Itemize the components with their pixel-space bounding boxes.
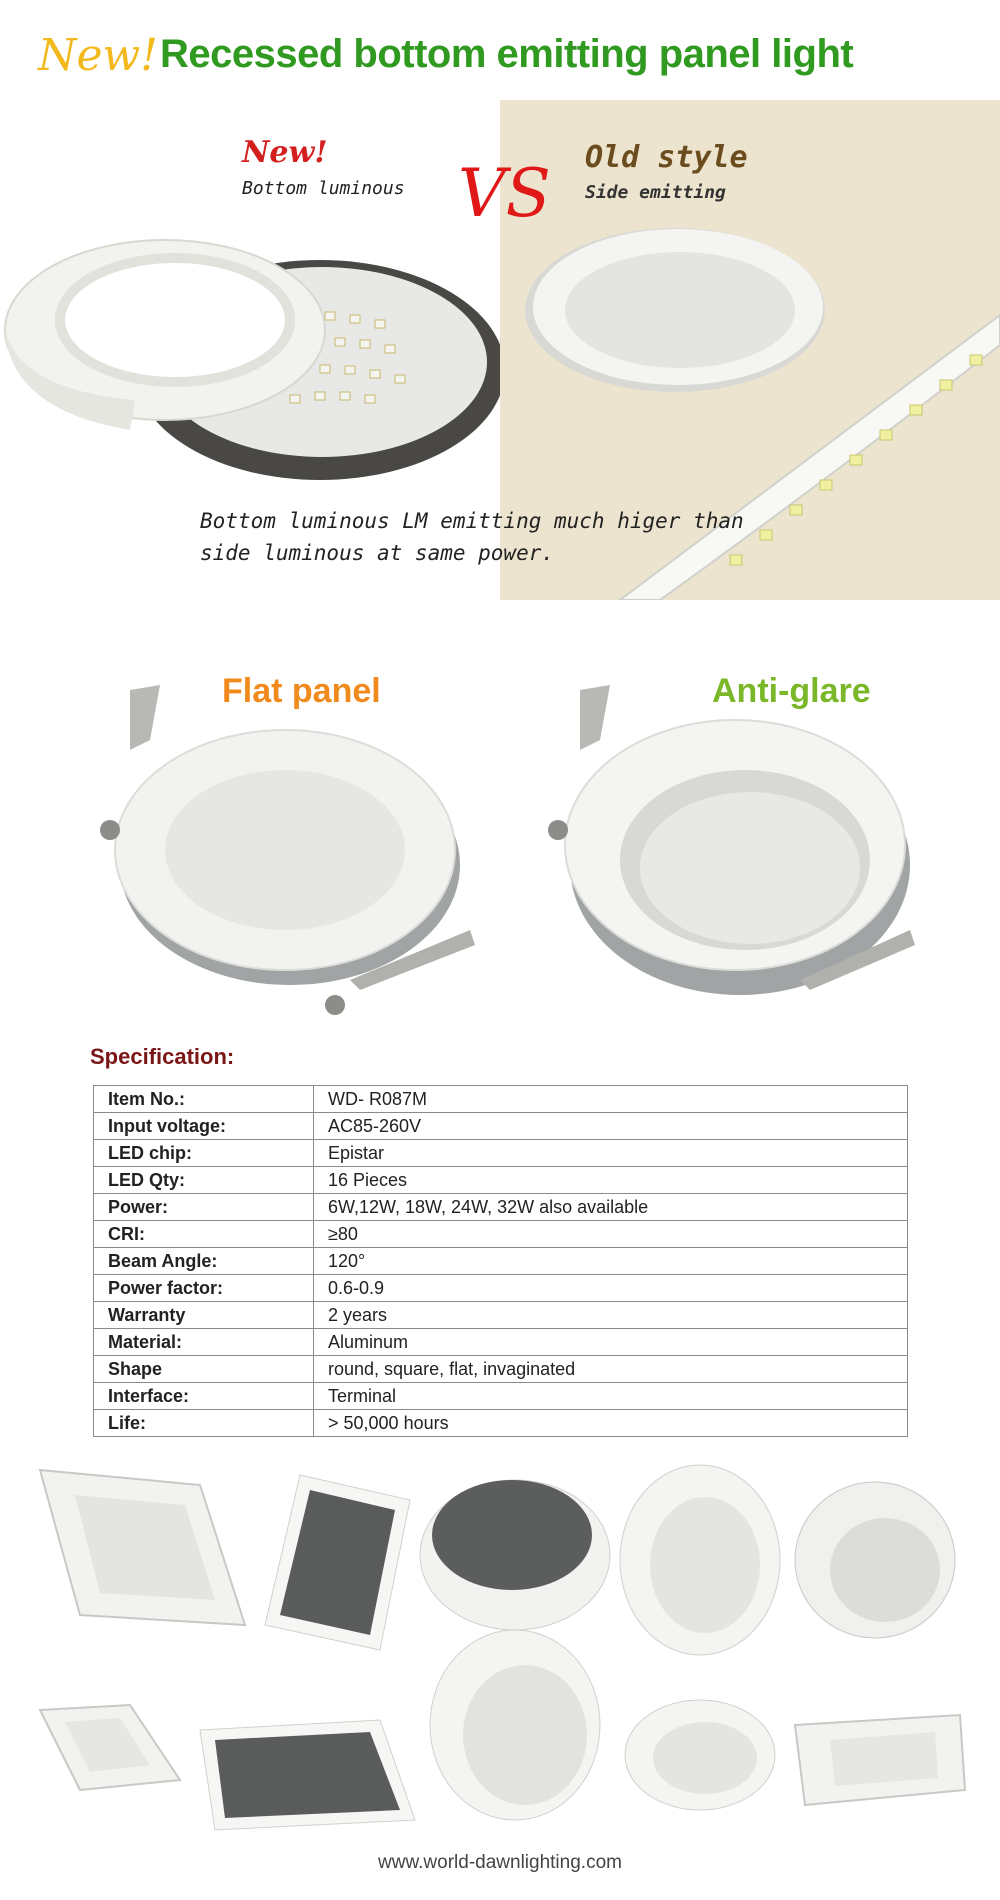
spec-row (94, 1302, 908, 1329)
comparison-old-subtitle: Side emitting (585, 182, 726, 203)
spec-value: Aluminum (314, 1329, 908, 1356)
spec-label: Power: (94, 1194, 314, 1221)
comparison-new-label: New! (242, 135, 328, 170)
spec-row (94, 1194, 908, 1221)
anti-glare-label: Anti-glare (712, 672, 871, 710)
gallery-square-back (265, 1475, 410, 1650)
gallery-square-panel (40, 1470, 245, 1625)
comparison-old-label: Old style (585, 140, 748, 175)
spec-row (94, 1248, 908, 1275)
spec-value: 2 years (314, 1302, 908, 1329)
spec-label: Interface: (94, 1383, 314, 1410)
gallery-round-small (625, 1700, 775, 1810)
spec-value: AC85-260V (314, 1113, 908, 1140)
comparison-caption-line2: side luminous at same power. (200, 541, 555, 565)
spec-row (94, 1167, 908, 1194)
gallery-round-large (430, 1630, 600, 1820)
spec-row (94, 1140, 908, 1167)
gallery-square-recessed (40, 1705, 180, 1790)
spec-label: Material: (94, 1329, 314, 1356)
flat-panel-label: Flat panel (222, 672, 381, 710)
spec-label: Warranty (94, 1302, 314, 1329)
page-title: Recessed bottom emitting panel light (160, 32, 854, 76)
footer-website[interactable]: www.world-dawnlighting.com (378, 1852, 622, 1873)
spec-label: LED Qty: (94, 1167, 314, 1194)
header-new-label: New! (38, 30, 158, 81)
gallery-round-anti (795, 1482, 955, 1638)
gallery-square-deep (795, 1715, 965, 1805)
spec-table (93, 1085, 908, 1437)
spec-row (94, 1410, 908, 1437)
new-style-product-image (0, 220, 500, 500)
gallery-square-back2 (200, 1720, 415, 1830)
spec-row (94, 1113, 908, 1140)
spec-heading: Specification: (90, 1044, 235, 1069)
comparison-new-subtitle: Bottom luminous (242, 178, 405, 199)
flat-panel-product-image (90, 680, 490, 1040)
gallery-round-back (420, 1480, 610, 1630)
spec-row (94, 1383, 908, 1410)
spec-value: ≥80 (314, 1221, 908, 1248)
comparison-vs-label: VS (458, 155, 551, 232)
spec-row (94, 1356, 908, 1383)
spec-value: 120° (314, 1248, 908, 1275)
spec-value: WD- R087M (314, 1086, 908, 1113)
spec-label: Beam Angle: (94, 1248, 314, 1275)
spec-row (94, 1329, 908, 1356)
spec-label: Power factor: (94, 1275, 314, 1302)
spec-label: CRI: (94, 1221, 314, 1248)
spec-value: 16 Pieces (314, 1167, 908, 1194)
spec-value: Epistar (314, 1140, 908, 1167)
spec-value: round, square, flat, invaginated (314, 1356, 908, 1383)
spec-label: LED chip: (94, 1140, 314, 1167)
product-gallery (0, 1460, 1000, 1840)
anti-glare-product-image (540, 680, 940, 1040)
comparison-caption (200, 505, 800, 569)
spec-label: Shape (94, 1356, 314, 1383)
spec-value: 6W,12W, 18W, 24W, 32W also available (314, 1194, 908, 1221)
spec-label: Item No.: (94, 1086, 314, 1113)
spec-label: Input voltage: (94, 1113, 314, 1140)
spec-value: > 50,000 hours (314, 1410, 908, 1437)
comparison-caption-line1: Bottom luminous LM emitting much higer than (200, 509, 744, 533)
spec-row (94, 1086, 908, 1113)
spec-row (94, 1221, 908, 1248)
spec-value: Terminal (314, 1383, 908, 1410)
gallery-round-flat (620, 1465, 780, 1655)
spec-value: 0.6-0.9 (314, 1275, 908, 1302)
spec-row (94, 1275, 908, 1302)
spec-label: Life: (94, 1410, 314, 1437)
